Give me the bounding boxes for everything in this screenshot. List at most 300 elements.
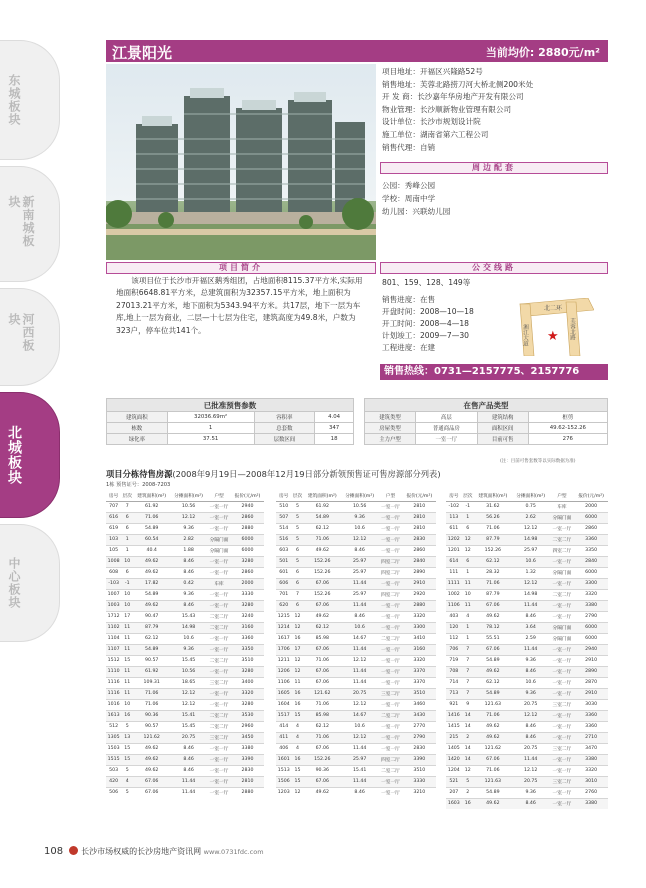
table-cell: 67.06 [133, 787, 170, 798]
table-cell: 分隔门面 [207, 545, 231, 556]
table-cell: 3450 [231, 732, 264, 743]
table-cell: 1405 [446, 743, 462, 754]
table-cell: 12.12 [170, 688, 207, 699]
side-tab-zhongxin[interactable] [0, 524, 60, 642]
table-cell: 1008 [106, 556, 121, 567]
table-cell: 11.44 [341, 600, 378, 611]
table-cell: 11 [462, 578, 474, 589]
table-cell: 11 [121, 622, 133, 633]
table-cell: 11 [121, 677, 133, 688]
table-cell: 3320 [574, 765, 608, 776]
table-cell: 1604 [276, 699, 291, 710]
project-header [106, 40, 608, 62]
table-cell: 一室一厅 [378, 600, 402, 611]
table-cell: 10.6 [341, 523, 378, 534]
table-row [276, 501, 436, 512]
table-cell: 5 [291, 556, 303, 567]
table-cell: 二室二厅 [207, 611, 231, 622]
column-header: 报价(元/m²) [574, 492, 608, 501]
table-row [446, 523, 608, 534]
table-row [106, 523, 264, 534]
table-row [276, 677, 436, 688]
table-cell: 16 [291, 688, 303, 699]
info-design: 设计单位：长沙市规划设计院 [382, 117, 481, 127]
table-cell: 1 [121, 545, 133, 556]
table-cell: 87.79 [474, 534, 512, 545]
table-cell: 2880 [403, 600, 436, 611]
table-cell: 6 [462, 556, 474, 567]
param-value: 1 [167, 423, 254, 434]
table-cell: 121.62 [133, 732, 170, 743]
table-cell: 85.98 [304, 633, 341, 644]
table-cell: 3470 [574, 743, 608, 754]
table-cell: 二室二厅 [207, 655, 231, 666]
table-cell: 3510 [403, 688, 436, 699]
table-cell: 一室一厅 [207, 567, 231, 578]
table-cell: 10.6 [170, 633, 207, 644]
table-cell: 一室一厅 [550, 688, 575, 699]
table-cell: 61.92 [133, 666, 170, 677]
table-cell: 25.97 [341, 556, 378, 567]
table-cell: 1506 [276, 776, 291, 787]
table-cell: 1007 [106, 589, 121, 600]
table-row [446, 699, 608, 710]
table-row [106, 567, 264, 578]
table-cell: 11.44 [341, 644, 378, 655]
product-label: 建筑类型 [365, 412, 416, 423]
table-cell: 62.12 [304, 523, 341, 534]
table-cell: 四室二厅 [378, 567, 402, 578]
table-row [106, 534, 264, 545]
side-tab-label: 东城板块 [7, 74, 21, 126]
table-cell: 1215 [276, 611, 291, 622]
table-cell: 15.41 [341, 765, 378, 776]
table-cell: 10.6 [512, 556, 550, 567]
table-cell: 3210 [403, 787, 436, 798]
table-cell: 17.82 [133, 578, 170, 589]
table-cell: 152.26 [304, 556, 341, 567]
units-table-1 [106, 492, 264, 798]
table-cell: 3380 [574, 798, 608, 809]
table-cell: 3010 [574, 776, 608, 787]
table-cell: 二室二厅 [207, 710, 231, 721]
table-cell: 2.62 [512, 512, 550, 523]
table-cell: 90.57 [133, 721, 170, 732]
column-header: 层次 [121, 492, 133, 501]
param-value: 4.04 [315, 412, 354, 423]
table-cell: 14 [462, 754, 474, 765]
table-row [106, 589, 264, 600]
table-cell: 2940 [231, 501, 264, 512]
table-row [446, 688, 608, 699]
table-cell: 514 [276, 523, 291, 534]
table-row [276, 523, 436, 534]
table-cell: 9.36 [170, 523, 207, 534]
table-cell: 54.89 [474, 787, 512, 798]
table-cell: 一室一厅 [550, 611, 575, 622]
table-cell: 71.06 [304, 534, 341, 545]
table-cell: 62.12 [304, 622, 341, 633]
table-cell: 67.06 [474, 754, 512, 765]
table-cell: 121.63 [474, 699, 512, 710]
table-cell: 25.97 [512, 545, 550, 556]
table-cell: 2810 [403, 501, 436, 512]
table-cell: 3280 [231, 666, 264, 677]
table-cell: 31.62 [474, 501, 512, 512]
table-cell: 67.06 [133, 776, 170, 787]
param-label: 总套数 [254, 423, 315, 434]
table-row [276, 545, 436, 556]
table-cell: 3380 [574, 754, 608, 765]
table-cell: 2 [462, 787, 474, 798]
table-cell: 16 [291, 754, 303, 765]
table-cell: 2810 [231, 776, 264, 787]
table-cell: 67.06 [304, 600, 341, 611]
table-cell: 四室二厅 [550, 545, 575, 556]
table-cell: 49.62 [474, 798, 512, 809]
table-cell: 5 [121, 787, 133, 798]
table-cell: 2890 [403, 567, 436, 578]
table-row [446, 578, 608, 589]
table-cell: 111 [446, 567, 462, 578]
side-tab-beicheng[interactable] [0, 392, 60, 518]
table-cell: 714 [446, 677, 462, 688]
table-row [106, 787, 264, 798]
table-cell: 14.98 [512, 534, 550, 545]
table-cell: 121.62 [474, 743, 512, 754]
table-cell: 71.06 [133, 699, 170, 710]
table-cell: 3400 [231, 677, 264, 688]
table-row [276, 699, 436, 710]
table-cell: 619 [106, 523, 121, 534]
building-photo [106, 64, 376, 260]
table-cell: 15 [121, 655, 133, 666]
table-cell: 1201 [446, 545, 462, 556]
table-cell: 一室一厅 [378, 578, 402, 589]
table-cell: 一室一厅 [550, 523, 575, 534]
table-cell: 152.26 [304, 567, 341, 578]
table-cell: 521 [446, 776, 462, 787]
product-label: 房屋类型 [365, 423, 416, 434]
table-cell: 3360 [574, 710, 608, 721]
product-types-table [364, 398, 608, 445]
table-cell: 一室一厅 [378, 534, 402, 545]
table-cell: 16 [291, 699, 303, 710]
table-cell: 215 [446, 732, 462, 743]
table-cell: 10.56 [341, 501, 378, 512]
table-cell: 1 [462, 633, 474, 644]
table-cell: 2830 [403, 743, 436, 754]
table-row [106, 710, 264, 721]
table-cell: 1016 [106, 699, 121, 710]
table-cell: 1202 [446, 534, 462, 545]
table-cell: 121.62 [304, 688, 341, 699]
column-header: 分摊面积(m²) [341, 492, 378, 501]
param-label: 栋数 [107, 423, 168, 434]
table-cell: 105 [106, 545, 121, 556]
table-cell: 1513 [276, 765, 291, 776]
table-cell: 2860 [231, 567, 264, 578]
page-number: 108 [44, 846, 64, 857]
table-cell: 5 [121, 765, 133, 776]
table-cell: 207 [446, 787, 462, 798]
table-row [106, 743, 264, 754]
table-cell: 0.75 [512, 501, 550, 512]
table-row [107, 434, 354, 445]
table-row [276, 688, 436, 699]
table-cell: 1420 [446, 754, 462, 765]
table-cell: 1613 [106, 710, 121, 721]
map-road-label: 芙蓉北路 [569, 318, 575, 340]
info-property-mgmt: 物业管理：长沙顺新物业管理有限公司 [382, 104, 512, 114]
table-cell: 3280 [231, 699, 264, 710]
table-cell: 一室一厅 [550, 677, 575, 688]
table-cell: 503 [106, 765, 121, 776]
table-cell: 二室二厅 [207, 721, 231, 732]
table-cell: 12.12 [512, 578, 550, 589]
table-cell: 6 [121, 512, 133, 523]
construction-progress: 工程进度：在建 [382, 343, 436, 352]
table-cell: 12.12 [512, 710, 550, 721]
table-cell: 71.06 [304, 699, 341, 710]
table-cell: 90.36 [133, 710, 170, 721]
sales-progress: 销售进度：在售 [382, 295, 436, 304]
table-row [446, 545, 608, 556]
table-cell: 49.62 [133, 567, 170, 578]
table-cell: 71.06 [304, 732, 341, 743]
table-cell: 71.06 [133, 512, 170, 523]
table-cell: 2760 [574, 787, 608, 798]
table-cell: 1002 [446, 589, 462, 600]
column-header: 报价(元/m²) [403, 492, 436, 501]
table-cell: 420 [106, 776, 121, 787]
table-cell: 15.45 [170, 655, 207, 666]
table-cell: 三室二厅 [550, 776, 575, 787]
table-cell: 一室一厅 [207, 699, 231, 710]
table-cell: 49.62 [474, 732, 512, 743]
table-cell: 3320 [403, 611, 436, 622]
table-cell: 1102 [106, 622, 121, 633]
table-cell: 8.46 [341, 545, 378, 556]
table-row [446, 721, 608, 732]
table-cell: 67.06 [304, 578, 341, 589]
table-row [276, 578, 436, 589]
table-cell: 10.56 [170, 666, 207, 677]
table-row [446, 501, 608, 512]
table-cell: 1601 [276, 754, 291, 765]
table-cell: 20.75 [341, 688, 378, 699]
table-cell: 8.46 [512, 611, 550, 622]
column-header: 建筑面积(m²) [133, 492, 170, 501]
table-cell: 11 [121, 633, 133, 644]
table-cell: 1415 [446, 721, 462, 732]
table-cell: 10.6 [512, 677, 550, 688]
table-cell: 12.12 [341, 655, 378, 666]
table-cell: 15 [291, 776, 303, 787]
table-cell: 103 [106, 534, 121, 545]
table-cell: 49.62 [133, 765, 170, 776]
table-row [106, 600, 264, 611]
column-header: 户型 [207, 492, 231, 501]
table-cell: 8.46 [512, 666, 550, 677]
table-cell: 2910 [574, 688, 608, 699]
param-value: 347 [315, 423, 354, 434]
table-cell: 一室一厅 [550, 754, 575, 765]
approved-params-heading: 已批准预售参数 [107, 399, 354, 412]
table-row [106, 699, 264, 710]
table-cell: 121.63 [474, 776, 512, 787]
table-cell: 71.06 [133, 688, 170, 699]
table-cell: 12 [462, 534, 474, 545]
table-row [446, 512, 608, 523]
table-cell: 8.46 [170, 567, 207, 578]
table-cell: 61.92 [304, 501, 341, 512]
table-cell: 49.62 [133, 556, 170, 567]
table-cell: 1.32 [512, 567, 550, 578]
table-cell: 2840 [403, 556, 436, 567]
table-cell: 一室一厅 [378, 611, 402, 622]
table-cell: 411 [276, 732, 291, 743]
table-row [106, 545, 264, 556]
table-cell: 11.44 [512, 600, 550, 611]
table-cell: 5 [291, 501, 303, 512]
table-cell: 车库 [550, 501, 575, 512]
units-table-2 [276, 492, 436, 798]
table-cell: 一室一厅 [378, 677, 402, 688]
table-cell: 78.12 [474, 622, 512, 633]
table-row [106, 776, 264, 787]
table-cell: 707 [106, 501, 121, 512]
table-cell: 3360 [574, 721, 608, 732]
table-cell: 15.43 [170, 611, 207, 622]
table-cell: 3460 [403, 699, 436, 710]
table-row [446, 600, 608, 611]
bus-routes: 801、159、128、149等 [382, 278, 471, 287]
table-row [365, 423, 608, 434]
table-cell: 5 [291, 534, 303, 545]
table-cell: 54.89 [133, 644, 170, 655]
table-cell: 11.44 [341, 743, 378, 754]
table-cell: 9.36 [512, 655, 550, 666]
info-construction: 施工单位：湖南省第六工程公司 [382, 129, 489, 139]
table-cell: 2.82 [170, 534, 207, 545]
table-cell: 719 [446, 655, 462, 666]
footer-text: 长沙市场权威的长沙房地产资讯网 [81, 847, 202, 856]
table-cell: 603 [276, 545, 291, 556]
table-cell: 3330 [231, 589, 264, 600]
table-cell: 54.89 [133, 589, 170, 600]
table-cell: 71.06 [474, 710, 512, 721]
table-cell: 713 [446, 688, 462, 699]
table-cell: 61.92 [133, 501, 170, 512]
table-cell: 15 [291, 765, 303, 776]
table-row [276, 666, 436, 677]
table-cell: 8.46 [170, 754, 207, 765]
table-cell: 512 [106, 721, 121, 732]
table-cell: 3320 [574, 589, 608, 600]
table-cell: 3390 [231, 754, 264, 765]
table-cell: 11.44 [512, 754, 550, 765]
table-cell: 3360 [574, 534, 608, 545]
table-cell: 二室二厅 [550, 589, 575, 600]
table-cell: 16 [462, 798, 474, 809]
table-cell: 2710 [574, 732, 608, 743]
table-cell: 1305 [106, 732, 121, 743]
side-tab-xinnancheng[interactable] [0, 166, 60, 282]
table-cell: 分隔门面 [207, 534, 231, 545]
table-cell: 2880 [231, 787, 264, 798]
table-cell: 2790 [574, 611, 608, 622]
average-price: 当前均价: 2880元/m² [485, 46, 600, 59]
table-cell: 1106 [276, 677, 291, 688]
table-row [276, 710, 436, 721]
table-cell: 8.46 [512, 798, 550, 809]
table-row [107, 423, 354, 434]
column-header: 分摊面积(m²) [170, 492, 207, 501]
table-row [106, 688, 264, 699]
table-row [106, 501, 264, 512]
param-label: 层数区间 [254, 434, 315, 445]
table-cell: 6000 [574, 567, 608, 578]
surroundings-heading: 周边配套 [380, 162, 608, 174]
table-cell: 90.36 [304, 765, 341, 776]
table-cell: 3510 [231, 655, 264, 666]
table-cell: 3350 [574, 545, 608, 556]
table-cell: 2840 [574, 556, 608, 567]
table-row [446, 765, 608, 776]
side-tab-dongcheng[interactable] [0, 40, 60, 160]
table-cell: 1515 [106, 754, 121, 765]
table-cell: 四室二厅 [378, 589, 402, 600]
table-row [276, 743, 436, 754]
table-cell: 3330 [403, 776, 436, 787]
table-cell: 2000 [231, 578, 264, 589]
side-tab-hexi[interactable] [0, 288, 60, 386]
table-cell: 3350 [231, 644, 264, 655]
table-cell: 一室一厅 [207, 600, 231, 611]
table-cell: 2830 [231, 765, 264, 776]
table-cell: 6 [291, 545, 303, 556]
table-cell: 10 [462, 589, 474, 600]
table-cell: 1603 [446, 798, 462, 809]
table-cell: 11 [121, 688, 133, 699]
table-cell: 1517 [276, 710, 291, 721]
table-cell: 501 [276, 556, 291, 567]
table-row [446, 655, 608, 666]
project-info [382, 66, 608, 154]
table-cell: 3370 [403, 677, 436, 688]
product-label: 面积区间 [477, 423, 528, 434]
table-row [276, 534, 436, 545]
table-cell: 一室一厅 [207, 743, 231, 754]
table-cell: 0.42 [170, 578, 207, 589]
table-cell: 5 [291, 512, 303, 523]
table-cell: 10.56 [170, 501, 207, 512]
table-cell: 3300 [403, 622, 436, 633]
table-cell: 2910 [574, 655, 608, 666]
table-row [276, 611, 436, 622]
table-cell: 三室二厅 [207, 732, 231, 743]
table-cell: 921 [446, 699, 462, 710]
table-row [276, 721, 436, 732]
table-cell: 3390 [403, 754, 436, 765]
table-cell: 49.62 [474, 666, 512, 677]
table-cell: 10 [121, 589, 133, 600]
side-tab-label: 北城板块 [6, 425, 22, 485]
table-cell: 2940 [574, 644, 608, 655]
listing-title [106, 468, 441, 480]
footer-site: www.0731fdc.com [203, 848, 264, 856]
